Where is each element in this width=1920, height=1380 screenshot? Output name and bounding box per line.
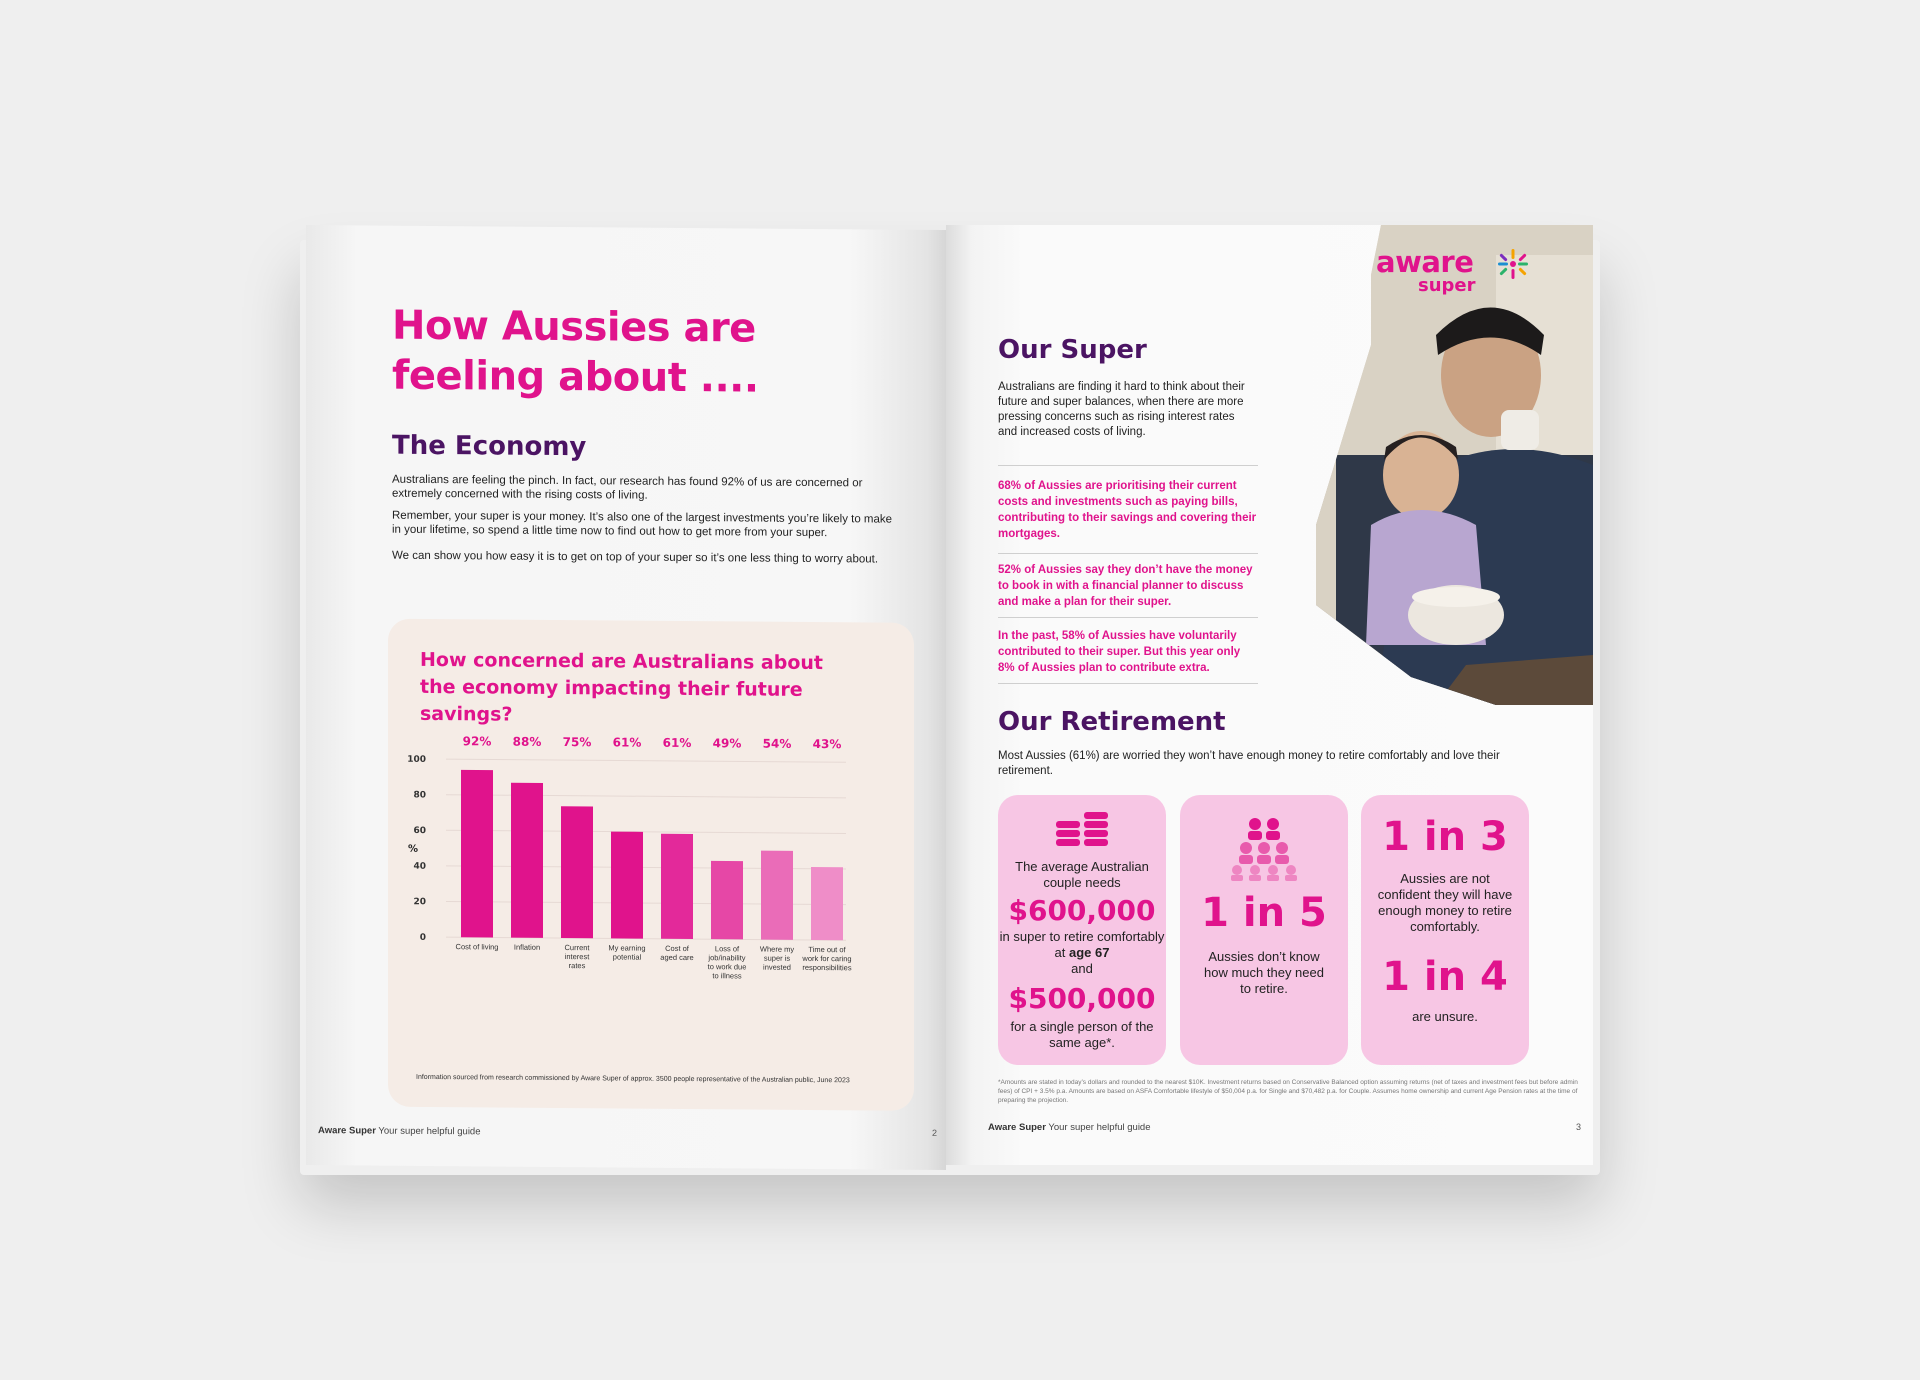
- y-tick-label: 100: [407, 754, 426, 765]
- starburst-logo-icon: [1496, 247, 1530, 289]
- economy-paragraph-2: Remember, your super is your money. It’s also one of the largest investments you’re likely to make in your lifetime, so spend a little time now to find out how to get more from your super.: [392, 509, 893, 540]
- x-tick-label: work for caring: [802, 953, 852, 964]
- card1-line2: [998, 929, 1166, 961]
- card3-text-1: Aussies are not confident they will have enough money to retire comfortably.: [1377, 871, 1513, 934]
- x-tick-label: responsibilities: [802, 962, 852, 973]
- x-tick-label: super is: [763, 953, 791, 963]
- y-tick-label: 40: [413, 861, 426, 872]
- our-super-intro: Australians are finding it hard to think about their future and super balances, when there are more pressing concerns such as rising interest rates and increased costs of living.: [998, 381, 1245, 438]
- bar: [611, 832, 643, 939]
- coins-icon: [1052, 809, 1112, 853]
- x-tick-label: interest: [564, 952, 590, 962]
- heading-line-2: feeling about ....: [392, 352, 759, 402]
- y-tick-label: 20: [413, 897, 426, 908]
- bar-value-label: 61%: [612, 735, 642, 750]
- economy-paragraph-1: Australians are feeling the pinch. In fact, our research has found 92% of us are concerned or extremely concerned with the rising costs of living.: [392, 473, 863, 502]
- section-title-economy: The Economy: [392, 430, 587, 463]
- people-group-icon: [1229, 817, 1299, 881]
- y-tick-label: 80: [413, 790, 426, 801]
- stat-3-tail: 8% of Aussies plan to contribute extra.: [998, 662, 1210, 674]
- page-heading: [392, 301, 812, 404]
- bar: [561, 806, 593, 938]
- x-tick-label: Inflation: [513, 942, 541, 952]
- bar: [461, 770, 493, 938]
- x-tick-label: Current: [564, 943, 590, 953]
- economy-paragraph-3: We can show you how easy it is to get on top of your super so it’s one less thing to worry about.: [392, 549, 879, 566]
- bar-value-label: 92%: [462, 734, 492, 749]
- bar-value-label: 75%: [562, 735, 592, 750]
- bar-value-label: 54%: [762, 736, 792, 751]
- stat-52-percent: 52% of Aussies say they don’t have the money to book in with a financial planner to discuss and make a plan for their super.: [998, 564, 1253, 608]
- y-tick-label: 60: [413, 826, 426, 837]
- bar-value-label: 49%: [712, 736, 742, 751]
- x-tick-label: rates: [568, 961, 586, 971]
- bar: [711, 861, 743, 940]
- brochure-spread: [306, 225, 1593, 1165]
- card3-stat-1: 1 in 3: [1382, 814, 1508, 860]
- logo-word: aware: [1376, 245, 1474, 279]
- x-tick-label: Cost of living: [455, 942, 499, 952]
- footer-text: Your super helpful guide: [378, 1125, 481, 1138]
- card3-text-2: are unsure.: [1412, 1009, 1478, 1024]
- retirement-card-1-in-3: [1361, 795, 1529, 1065]
- card3-stat-2: 1 in 4: [1382, 954, 1508, 1000]
- x-tick-label: Cost of: [665, 943, 689, 954]
- gridline: [446, 795, 846, 798]
- page-number-right: 3: [1576, 1122, 1582, 1132]
- left-footer: [318, 1125, 481, 1137]
- bar-chart: [388, 719, 914, 1003]
- card1-line4: for a single person of the same age*.: [1010, 1019, 1154, 1050]
- footer-brand: Aware Super: [318, 1125, 376, 1137]
- card2-text: Aussies don’t know how much they need to retire.: [1204, 949, 1324, 996]
- card1-line1: The average Australian couple needs: [1015, 859, 1149, 890]
- stat-68-percent: 68% of Aussies are prioritising their current costs and investments such as paying bills, contributing to their savings and covering their mortgages.: [998, 480, 1257, 540]
- card1-amount-single: $500,000: [1008, 982, 1156, 1015]
- right-footer: [988, 1122, 1151, 1133]
- divider: [998, 617, 1258, 618]
- card1-amount-couple: $600,000: [1008, 894, 1156, 927]
- x-tick-label: Time out of: [808, 944, 846, 955]
- x-tick-label: Loss of: [714, 944, 740, 954]
- x-tick-label: job/inability: [708, 953, 746, 963]
- x-tick-label: invested: [763, 962, 791, 972]
- retirement-card-amounts: [998, 795, 1166, 1065]
- stat-3-body: 58% of Aussies have voluntarily contributed to their super. But this year only: [998, 630, 1241, 658]
- bar: [661, 834, 693, 939]
- bar: [811, 867, 843, 940]
- card1-age: age 67: [1068, 945, 1110, 960]
- y-axis-label: %: [408, 843, 419, 855]
- logo-sub: super: [1418, 275, 1476, 296]
- x-tick-label: Where my: [759, 944, 795, 954]
- x-tick-label: aged care: [660, 952, 694, 963]
- footer-brand: Aware Super: [988, 1122, 1046, 1133]
- gridline: [446, 830, 846, 833]
- gridline: [446, 759, 846, 762]
- stat-58-percent: [998, 628, 1258, 676]
- retirement-card-1-in-5: [1180, 795, 1348, 1065]
- bar-value-label: 88%: [512, 734, 542, 749]
- divider: [998, 683, 1258, 684]
- left-page: [306, 225, 946, 1170]
- right-page: [946, 225, 1593, 1165]
- x-tick-label: potential: [612, 952, 642, 962]
- bar-value-label: 43%: [812, 736, 842, 752]
- footnote: *Amounts are stated in today’s dollars and rounded to the nearest $10K. Investment returns based on Conservative Balanced option assuming returns (net of taxes and investment fees but before admin fees) of CPI + 3.5% p.a. Amounts are based on ASFA Comfortable lifestyle of $50,004 p.a. for Single and $70,482 p.a. for Couple. Assumes home ownership and current Age Pension rates at the time of preparing the projection.: [998, 1079, 1578, 1104]
- stat-3-lead: In the past,: [998, 630, 1059, 642]
- divider: [998, 465, 1258, 466]
- heading-line-1: How Aussies are: [392, 302, 756, 352]
- bar-value-label: 61%: [662, 735, 692, 751]
- card1-line3: and: [1071, 961, 1093, 976]
- y-tick-label: 0: [419, 932, 426, 943]
- chart-source-note: Information sourced from research commissioned by Aware Super of approx. 3500 people representative of the Australian public, June 2023: [416, 1073, 850, 1085]
- chart-title: How concerned are Australians about the economy impacting their future savings?: [420, 648, 823, 726]
- x-tick-label: to illness: [712, 971, 742, 981]
- chart-card: [388, 619, 914, 1111]
- bar: [511, 783, 543, 938]
- divider: [998, 553, 1258, 554]
- card1-line2-text: in super to retire comfortably at: [999, 929, 1165, 960]
- card2-stat: 1 in 5: [1201, 890, 1327, 936]
- section-title-our-retirement: Our Retirement: [998, 707, 1226, 737]
- retirement-intro: Most Aussies (61%) are worried they won’t have enough money to retire comfortably and love their retirement.: [998, 750, 1500, 777]
- bar: [761, 851, 793, 940]
- x-tick-label: to work due: [707, 962, 747, 972]
- x-tick-label: My earning: [608, 943, 646, 953]
- aware-super-logo: [1376, 245, 1576, 300]
- footer-text: Your super helpful guide: [1048, 1122, 1151, 1133]
- page-number-left: 2: [932, 1127, 938, 1138]
- section-title-our-super: Our Super: [998, 335, 1147, 365]
